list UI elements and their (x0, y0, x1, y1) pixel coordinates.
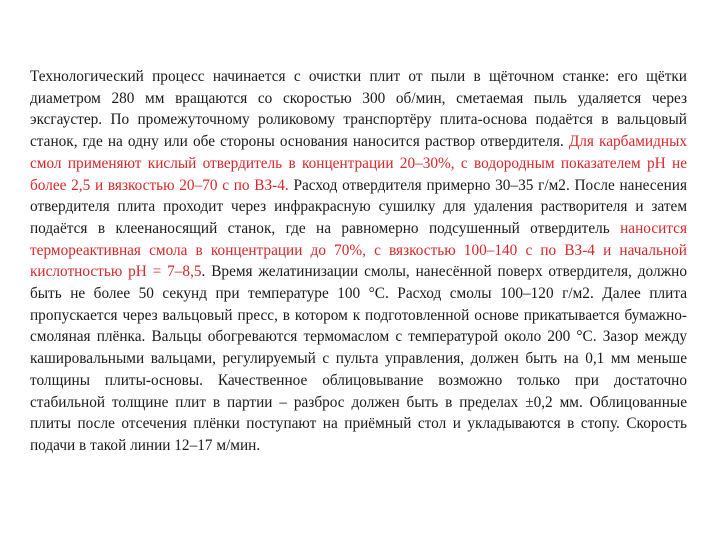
text-segment-3: . Время желатинизации смолы, нанесённой поверх отвердителя, должно быть не более 50 секунд при температуре 100 °С. Расход смолы 100–120 г/м2. Далее плита пропускается через вальцовый пресс, в котором к подготовленной основе прикатывается бумажно-смоляная плёнка. Вальцы обогреваются термомаслом с температурой около 200 °С. Зазор между кашировальными вальцами, регулируемый с пульта управления, должен быть на 0,1 мм меньше толщины плиты-основы. Качественное облицовывание возможно только при достаточно стабильной толщине плит в партии – разброс должен быть в пределах ±0,2 мм. Облицованные плиты после отсечения плёнки поступают на приёмный стол и укладываются в стопу. Скорость подачи в такой линии 12–17 м/мин. (30, 263, 687, 454)
text-segment-2: Расход отвердителя примерно 30–35 г/м2. После нанесения отвердителя плита проходит через инфракрасную сушилку для удаления растворителя и затем подаётся в клеенаносящий станок, где на равномерно подсушенный отвердитель (30, 176, 687, 237)
text-segment-1: Технологический процесс начинается с очистки плит от пыли в щёточном станке: его щётки диаметром 280 мм вращаются со скоростью 300 об/мин, сметаемая пыль удаляется через эксгаустер. По промежуточному роликовому транспортёру плита-основа подаётся в вальцовый станок, где на одну или обе стороны основания наносится раствор отвердителя. (30, 68, 687, 151)
document-body (30, 66, 687, 457)
highlighted-segment-resin: наносится термореактивная смола в концентрации до 70%, с вязкостью 100–140 с по ВЗ-4 и начальной кислотностью рН = 7–8,5 (30, 219, 687, 281)
highlighted-segment-hardener: Для карбамидных смол применяют кислый отвердитель в концентрации 20–30%, с водородным показателем рН не более 2,5 и вязкостью 20–70 с по ВЗ-4. (30, 133, 687, 194)
